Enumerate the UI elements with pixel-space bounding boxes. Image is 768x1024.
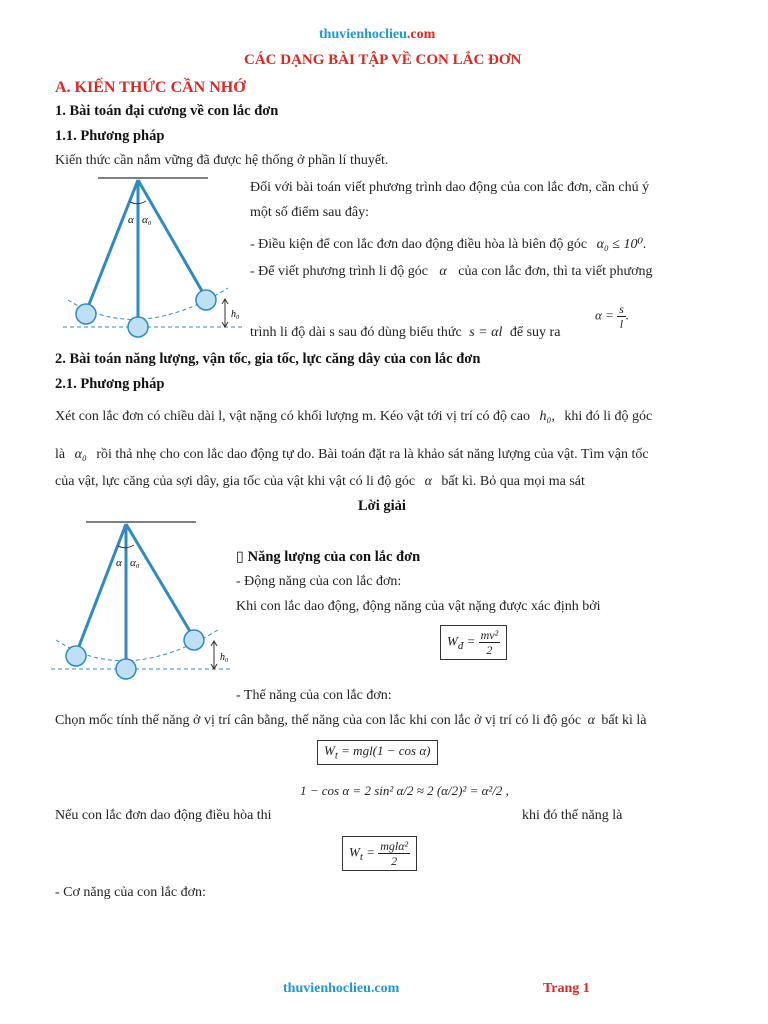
harmonic-line: Nếu con lắc đơn dao động điều hòa thi: [55, 808, 272, 823]
potential-text-b: bất kì là: [601, 713, 647, 728]
footer-site-tld: .com: [370, 981, 400, 996]
arc-formula: s = αl: [469, 325, 503, 340]
potential-text: Chọn mốc tính thế năng ở vị trí cân bằng, thế năng của con lắc khi con lắc ở vị trí có li độ góc: [55, 713, 582, 728]
site-tld: .com: [406, 27, 436, 42]
potential-fraction: $\frac{\text{mglα²}}{2}$: [380, 839, 409, 868]
line6-text-b: để suy ra: [509, 325, 561, 340]
part2-line2b: rồi thả nhẹ cho con lắc dao động tự do. Bài toán đặt ra là khảo sát năng lượng của vật. Tìm vận tốc: [96, 447, 649, 462]
part2-heading: 2. Bài toán năng lượng, vận tốc, gia tốc, lực căng dây của con lắc đơn: [55, 351, 481, 367]
harmonic-after: khi đó thế năng là: [522, 808, 623, 823]
alpha-formula-lhs: α =: [595, 307, 614, 323]
alpha0-label: α₀: [130, 557, 140, 569]
alpha-symbol-3: α: [587, 713, 595, 728]
part1-sub: 1.1. Phương pháp: [55, 128, 165, 144]
condition-text: - Điều kiện để con lắc đơn dao động điều hòa là biên độ góc: [250, 237, 588, 252]
energy-bullet: ▯ Năng lượng của con lắc đơn: [236, 549, 421, 565]
page-number: Trang 1: [543, 981, 590, 996]
potential-line: [55, 713, 647, 729]
part2-line3a: của vật, lực căng của sợi dây, gia tốc của vật khi vật có li độ góc: [55, 474, 416, 489]
condition-formula: α₀ ≤ 10⁰.: [596, 237, 647, 252]
footer-site: [283, 981, 399, 997]
bob-left: [66, 646, 86, 666]
potential-formula-1: $W_t = mgl(1 - \cos \alpha)$: [317, 740, 438, 765]
kinetic-formula: $W_đ$ = $\frac{\text{mv²}}{2}$: [440, 625, 507, 660]
pendulum-diagram-2: [46, 520, 236, 682]
harmonic-formula: 1 − cos α = 2 sin² α/2 ≈ 2 (α/2)² = α²/2 ,: [300, 783, 509, 798]
header-site: [319, 27, 435, 43]
potential-formula-2: $W_t$ = $\frac{\text{mglα²}}{2}$: [342, 836, 417, 871]
h-label: h₀: [231, 309, 240, 320]
part1-line6: [250, 325, 560, 341]
mechanical-label: - Cơ năng của con lắc đơn:: [55, 885, 206, 900]
pendulum-diagram-1: [58, 176, 248, 341]
bob-center: [128, 317, 148, 337]
kinetic-label: - Động năng của con lắc đơn:: [236, 574, 402, 589]
line5-text: - Để viết phương trình li độ góc: [250, 264, 428, 279]
line5-text-b: của con lắc đơn, thì ta viết phương: [458, 264, 653, 279]
alpha0-label: α₀: [142, 214, 152, 226]
bob-right: [184, 630, 204, 650]
part2-line2: [55, 447, 649, 463]
h0-symbol: h₀,: [539, 409, 555, 424]
part2-line2a: là: [55, 447, 66, 462]
part1-line5: [250, 264, 653, 280]
part1-heading: 1. Bài toán đại cương về con lắc đơn: [55, 103, 279, 119]
part2-line1: [55, 409, 652, 425]
alpha-symbol: α: [439, 264, 447, 279]
line6-text: trình li độ dài s sau đó dùng biểu thức: [250, 325, 462, 340]
string-left: [86, 180, 138, 312]
part1-line1: Kiến thức cần nắm vững đã được hệ thống ở phần lí thuyết.: [55, 153, 389, 168]
alpha-label: α: [116, 557, 122, 569]
bob-right: [196, 290, 216, 310]
section-a-heading: A. KIẾN THỨC CẦN NHỚ: [55, 79, 246, 96]
alpha-label: α: [128, 214, 134, 226]
alpha-formula: α = $\frac{s}{l}$ .: [595, 302, 630, 331]
part2-line3: [55, 474, 585, 490]
footer-site-name: thuvienhoclieu: [283, 981, 371, 996]
part2-line1a: Xét con lắc đơn có chiều dài l, vật nặng có khối lượng m. Kéo vật tới vị trí có độ cao: [55, 409, 530, 424]
part1-line3: một số điểm sau đây:: [250, 205, 369, 220]
part2-line1b: khi đó li độ góc: [564, 409, 653, 424]
alpha-symbol-2: α: [424, 474, 432, 489]
part1-line4: [250, 236, 647, 253]
string-right: [138, 180, 206, 298]
part1-line2: Đối với bài toán viết phương trình dao động của con lắc đơn, cần chú ý: [250, 180, 650, 195]
kinetic-line: Khi con lắc dao động, động năng của vật nặng được xác định bởi: [236, 599, 601, 614]
site-name: thuvienhoclieu: [319, 27, 407, 42]
bob-left: [76, 304, 96, 324]
potential-label: - Thế năng của con lắc đơn:: [236, 688, 392, 703]
solution-label: Lời giải: [358, 498, 406, 514]
part2-sub: 2.1. Phương pháp: [55, 376, 165, 392]
alpha0-symbol: α₀: [74, 447, 87, 462]
kinetic-fraction: $\frac{\text{mv²}}{2}$: [480, 628, 499, 657]
bob-center: [116, 659, 136, 679]
h-label: h₀: [220, 652, 229, 663]
doc-title: CÁC DẠNG BÀI TẬP VỀ CON LẮC ĐƠN: [244, 52, 522, 68]
alpha-fraction: $\frac{s}{l}$: [619, 302, 624, 331]
part2-line3b: bất kì. Bỏ qua mọi ma sát: [441, 474, 585, 489]
